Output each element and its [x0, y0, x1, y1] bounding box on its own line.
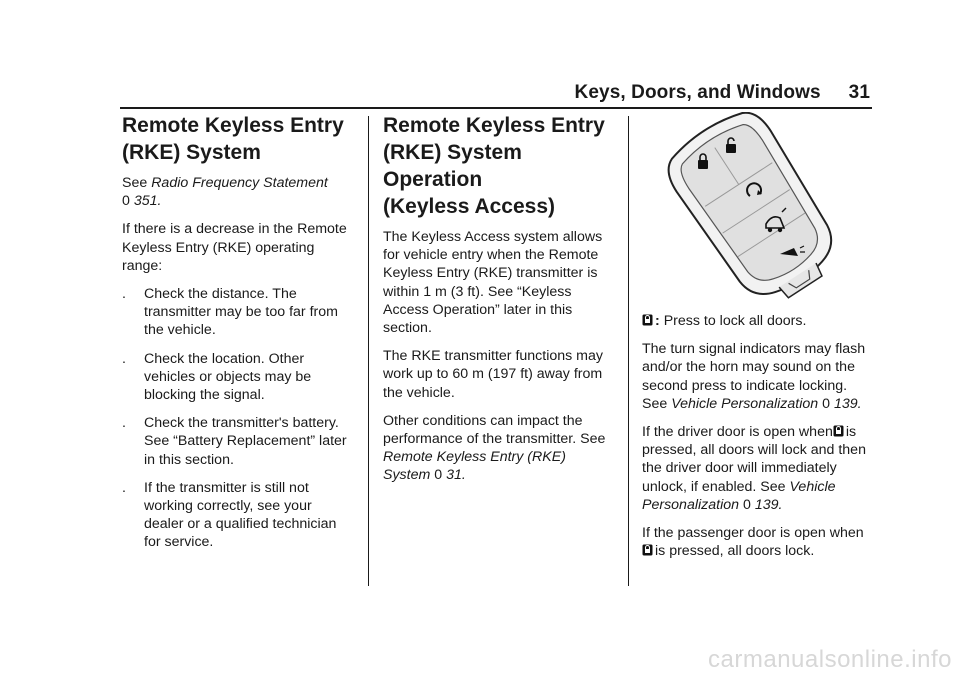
- cross-reference-link[interactable]: Vehicle Personalization: [642, 478, 836, 513]
- header-rule: [120, 107, 872, 109]
- column-1: [122, 112, 354, 562]
- page-reference[interactable]: 139.: [754, 496, 783, 513]
- paragraph: Other conditions can impact the performance of the transmitter. See Remote Keyless Entry (RKE) System 0 31.: [383, 412, 606, 484]
- header-title: Keys, Doors, and Windows: [574, 82, 821, 103]
- paragraph: The RKE transmitter functions may work up to 60 m (197 ft) away from the vehicle.: [383, 348, 603, 401]
- cross-reference-link[interactable]: Radio Frequency Statement: [151, 175, 328, 191]
- bullet-item: . Check the transmitter's battery. See “Battery Replacement” later in this section.: [122, 415, 347, 468]
- column-divider: [628, 116, 629, 586]
- lock-icon: [833, 425, 844, 437]
- page-reference[interactable]: 351.: [133, 193, 162, 210]
- column-divider: [368, 116, 369, 586]
- page-header: [575, 82, 870, 104]
- see-reference: See Radio Frequency Statement 0 351.: [122, 175, 328, 210]
- paragraph: If the passenger door is open when is pressed, all doors lock.: [642, 525, 864, 560]
- section-heading: Remote Keyless Entry (RKE) System Operation (Keyless Access): [383, 114, 605, 218]
- column-3: [642, 112, 874, 570]
- page-reference[interactable]: 139.: [833, 395, 862, 412]
- page-reference[interactable]: 31.: [446, 467, 466, 484]
- key-fob-illustration: [654, 112, 854, 304]
- page-number: 31: [848, 82, 870, 103]
- cross-reference-link[interactable]: Vehicle Personalization: [671, 395, 819, 412]
- cross-reference-link[interactable]: Remote Keyless Entry (RKE) System: [383, 449, 566, 484]
- bullet-item: . Check the distance. The transmitter may be too far from the vehicle.: [122, 286, 338, 339]
- bullet-item: . If the transmitter is still not working correctly, see your dealer or a qualified technician for service.: [122, 479, 337, 551]
- bullet-item: . Check the location. Other vehicles or objects may be blocking the signal.: [122, 350, 312, 404]
- column-2: [383, 112, 609, 495]
- watermark: carmanualsonline.info: [708, 646, 952, 673]
- paragraph: The turn signal indicators may flash and/or the horn may sound on the second press to indicate locking. See Vehicle Personalization 0 139.: [642, 341, 866, 412]
- paragraph: The Keyless Access system allows for vehicle entry when the Remote Keyless Entry (RKE) transmitter is within 1 m (3 ft). See “Keyless Access Operation” later in this section.: [383, 229, 603, 337]
- paragraph: If there is a decrease in the Remote Keyless Entry (RKE) operating range:: [122, 221, 347, 274]
- lock-icon: [642, 314, 653, 326]
- paragraph: If the driver door is open when is pressed, all doors will lock and then the driver door will immediately unlock, if enabled. See Vehicle Personalization 0 139.: [642, 424, 866, 513]
- section-heading: Remote Keyless Entry (RKE) System: [122, 114, 344, 164]
- lock-icon: [642, 544, 653, 556]
- lock-button-description: : Press to lock all doors.: [642, 312, 874, 330]
